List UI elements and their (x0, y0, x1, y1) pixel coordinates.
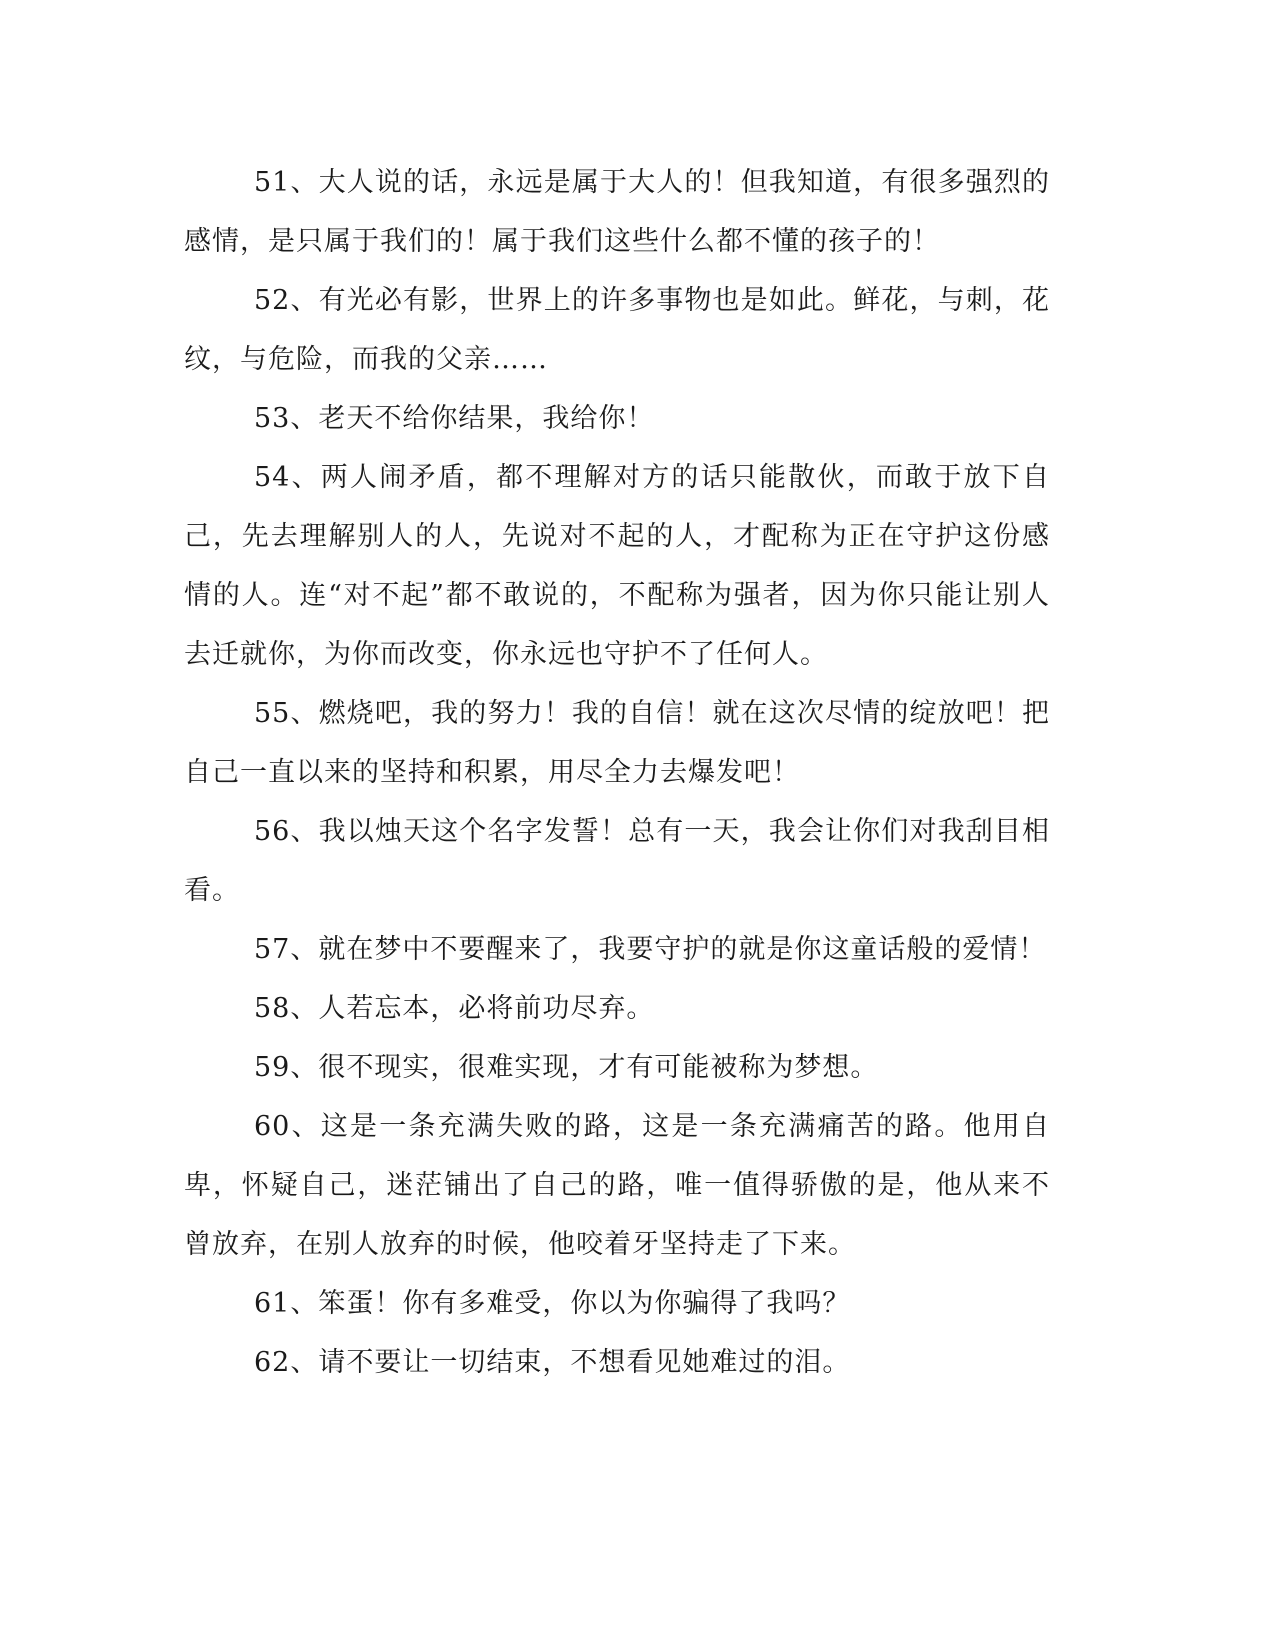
paragraph-53: 53、老天不给你结果，我给你！ (254, 403, 655, 434)
paragraph-61: 61、笨蛋！你有多难受，你以为你骗得了我吗？ (254, 1288, 851, 1319)
paragraph-60: 60、这是一条充满失败的路，这是一条充满痛苦的路。他用自卑，怀疑自己，迷茫铺出了自己的路，唯一值得骄傲的是，他从来不曾放弃，在别人放弃的时候，他咬着牙坚持走了下来。 (184, 1111, 1050, 1260)
paragraph-59: 59、很不现实，很难实现，才有可能被称为梦想。 (254, 1052, 879, 1083)
paragraph-55: 55、燃烧吧，我的努力！我的自信！就在这次尽情的绽放吧！把自己一直以来的坚持和积累，用尽全力去爆发吧！ (184, 698, 1050, 788)
paragraph-57: 57、就在梦中不要醒来了，我要守护的就是你这童话般的爱情！ (254, 934, 1047, 965)
paragraph-54: 54、两人闹矛盾，都不理解对方的话只能散伙，而敢于放下自己，先去理解别人的人，先说对不起的人，才配称为正在守护这份感情的人。连“对不起”都不敢说的，不配称为强者，因为你只能让别人去迁就你，为你而改变，你永远也守护不了任何人。 (184, 462, 1050, 670)
paragraph-52: 52、有光必有影，世界上的许多事物也是如此。鲜花，与刺，花纹，与危险，而我的父亲…… (184, 285, 1050, 375)
paragraph-51: 51、大人说的话，永远是属于大人的！但我知道，有很多强烈的感情，是只属于我们的！属于我们这些什么都不懂的孩子的！ (184, 167, 1050, 257)
paragraph-56: 56、我以烛天这个名字发誓！总有一天，我会让你们对我刮目相看。 (184, 816, 1050, 906)
paragraph-62: 62、请不要让一切结束，不想看见她难过的泪。 (254, 1347, 851, 1378)
document-body (184, 153, 1050, 1392)
paragraph-58: 58、人若忘本，必将前功尽弃。 (254, 993, 655, 1024)
